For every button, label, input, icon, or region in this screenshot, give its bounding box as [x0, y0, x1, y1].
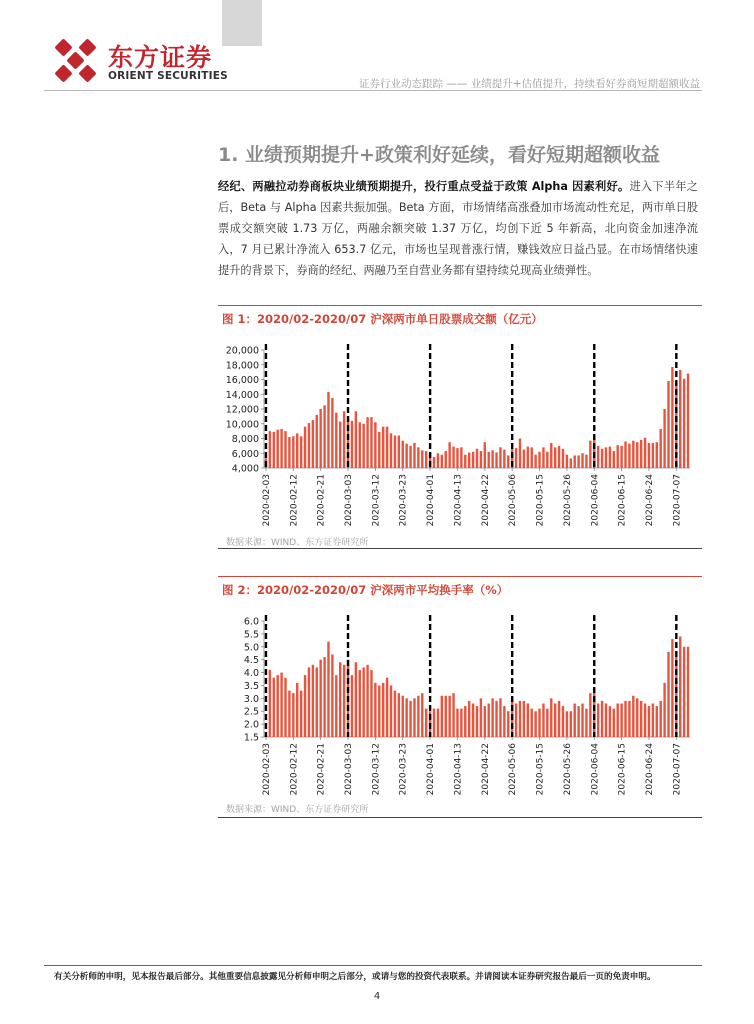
- x-tick-label: 2020-02-12: [289, 743, 300, 796]
- x-tick-label: 2020-05-06: [508, 474, 519, 527]
- bar: [304, 675, 306, 737]
- bar: [573, 703, 575, 737]
- bar: [542, 703, 544, 737]
- bar: [546, 709, 548, 737]
- bar: [519, 701, 521, 737]
- bar: [534, 455, 536, 468]
- bar: [476, 706, 478, 737]
- bar: [558, 701, 560, 737]
- bar: [413, 443, 415, 468]
- x-tick-label: 2020-03-23: [398, 743, 409, 796]
- bar: [491, 450, 493, 468]
- footer-divider: [44, 965, 702, 966]
- bar: [597, 703, 599, 737]
- bar: [433, 457, 435, 468]
- bar: [343, 665, 345, 737]
- bar: [527, 703, 529, 737]
- bar: [663, 409, 665, 468]
- bar: [488, 452, 490, 468]
- bar: [276, 675, 278, 737]
- bar: [628, 701, 630, 737]
- y-tick-label: 12,000: [225, 404, 259, 416]
- y-tick-label: 3.0: [243, 693, 259, 705]
- figure-2-title: 图 2：2020/02-2020/07 沪深两市平均换手率（%）: [222, 583, 509, 597]
- bar: [421, 450, 423, 468]
- bar: [276, 430, 278, 468]
- bar: [382, 427, 384, 468]
- y-tick-label: 5.0: [243, 642, 259, 654]
- bar: [507, 711, 509, 737]
- x-tick-label: 2020-06-04: [590, 474, 601, 527]
- bar: [323, 657, 325, 737]
- bar: [378, 685, 380, 737]
- x-tick-label: 2020-02-03: [261, 743, 272, 796]
- bar: [632, 696, 634, 737]
- bar: [390, 433, 392, 468]
- bar: [679, 636, 681, 737]
- bar: [636, 698, 638, 737]
- bar: [495, 453, 497, 468]
- bar: [554, 447, 556, 468]
- bar: [441, 696, 443, 737]
- bar: [417, 447, 419, 468]
- bar: [409, 446, 411, 468]
- bar: [550, 698, 552, 737]
- bar: [331, 398, 333, 468]
- page-number: 4: [373, 991, 381, 1002]
- bar: [554, 703, 556, 737]
- bar: [577, 455, 579, 468]
- bar: [269, 431, 271, 468]
- bar: [292, 436, 294, 468]
- bar: [652, 443, 654, 468]
- bar: [327, 642, 329, 737]
- bar: [339, 422, 341, 468]
- x-tick-label: 2020-02-03: [261, 474, 272, 527]
- bar: [503, 706, 505, 737]
- bar: [452, 447, 454, 468]
- y-tick-label: 1.5: [243, 732, 259, 744]
- bar: [288, 437, 290, 468]
- bar: [542, 447, 544, 468]
- bar: [538, 709, 540, 737]
- bar: [515, 448, 517, 468]
- bar: [570, 711, 572, 737]
- bar: [370, 670, 372, 737]
- bar: [656, 706, 658, 737]
- figure-2-source: 数据来源：WIND、东方证券研究所: [226, 805, 369, 815]
- bar: [480, 451, 482, 468]
- x-tick-label: 2020-03-12: [371, 474, 382, 527]
- bar: [331, 655, 333, 737]
- bar: [616, 703, 618, 737]
- bar: [671, 367, 673, 468]
- figure-2-top-rule: [218, 576, 702, 577]
- x-tick-label: 2020-04-01: [426, 743, 437, 796]
- bar: [335, 413, 337, 468]
- bar: [288, 691, 290, 737]
- bar: [616, 445, 618, 468]
- bar: [319, 660, 321, 737]
- x-tick-label: 2020-04-22: [480, 474, 491, 527]
- bar: [292, 693, 294, 737]
- bar: [566, 455, 568, 468]
- x-tick-label: 2020-05-15: [535, 743, 546, 796]
- bar: [601, 449, 603, 468]
- bar: [605, 703, 607, 737]
- bar: [316, 667, 318, 737]
- x-tick-label: 2020-02-12: [289, 474, 300, 527]
- paragraph-body: 进入下半年之后，Beta 与 Alpha 因素共振加强。Beta 方面，市场情绪高涨叠加市场流动性充足，两市单日股票成交额突破 1.73 万亿，两融余额突破 1.37 万亿，均创下近 5 年新高，北向资金加速净流入，7 月已累计净流入 653.7 亿元，市场也呈现普涨行情，赚钱效应日益凸显。在市场情绪快速提升的背景下，券商的经纪、两融乃至自营业务都有望持续兑现高业绩弹性。: [218, 180, 698, 277]
- bar: [468, 701, 470, 737]
- bar: [484, 706, 486, 737]
- bar: [460, 447, 462, 468]
- bar: [284, 678, 286, 737]
- bar: [362, 424, 364, 468]
- orient-securities-logo-icon: [52, 38, 100, 84]
- bar: [390, 685, 392, 737]
- bar: [382, 683, 384, 737]
- bar: [308, 423, 310, 468]
- bar: [613, 709, 615, 737]
- bar: [316, 415, 318, 468]
- bar: [402, 696, 404, 737]
- bar: [577, 706, 579, 737]
- bar: [573, 455, 575, 468]
- bar: [456, 448, 458, 468]
- bar: [620, 446, 622, 468]
- bar: [269, 670, 271, 737]
- bar: [644, 703, 646, 737]
- bar: [335, 675, 337, 737]
- bar: [374, 422, 376, 468]
- bar: [273, 678, 275, 737]
- bar: [437, 453, 439, 468]
- header-decor-bar: [222, 0, 262, 46]
- bar: [300, 436, 302, 468]
- bar: [609, 447, 611, 468]
- bar: [683, 647, 685, 737]
- bar: [531, 709, 533, 737]
- paragraph-lead: 经纪、两融拉动券商板块业绩预期提升，投行重点受益于政策 Alpha 因素利好。: [218, 180, 630, 193]
- y-tick-label: 2.0: [243, 719, 259, 731]
- bar: [405, 444, 407, 468]
- bar: [632, 441, 634, 468]
- x-tick-label: 2020-04-22: [480, 743, 491, 796]
- y-tick-label: 6,000: [231, 448, 259, 460]
- bar: [355, 662, 357, 737]
- bar: [648, 706, 650, 737]
- figure-1-top-rule: [218, 305, 702, 306]
- bar: [472, 703, 474, 737]
- bar: [386, 678, 388, 737]
- figure-2-chart: [218, 606, 702, 796]
- bar: [398, 436, 400, 468]
- bar: [652, 703, 654, 737]
- bar: [468, 453, 470, 468]
- bar: [441, 455, 443, 468]
- y-tick-label: 8,000: [231, 434, 259, 445]
- bar: [687, 647, 689, 737]
- x-tick-label: 2020-06-04: [590, 743, 601, 796]
- y-tick-label: 2.5: [243, 706, 259, 718]
- bar: [464, 706, 466, 737]
- bar: [308, 667, 310, 737]
- bar: [304, 427, 306, 468]
- bar: [667, 381, 669, 468]
- bar: [644, 438, 646, 468]
- section-title: 1. 业绩预期提升+政策利好延续，看好短期超额收益: [218, 144, 660, 166]
- bar: [495, 701, 497, 737]
- bar: [531, 447, 533, 468]
- x-tick-label: 2020-04-13: [453, 474, 464, 527]
- bar: [499, 447, 501, 468]
- header-divider: [44, 90, 702, 91]
- bar: [405, 698, 407, 737]
- bar: [581, 703, 583, 737]
- bar: [620, 703, 622, 737]
- bar: [656, 442, 658, 468]
- bar: [339, 662, 341, 737]
- y-tick-label: 20,000: [225, 345, 259, 357]
- bar: [359, 670, 361, 737]
- x-tick-label: 2020-05-26: [562, 743, 573, 796]
- figure-2-bottom-rule: [218, 817, 702, 818]
- bar: [370, 417, 372, 468]
- bar: [296, 433, 298, 468]
- bar: [366, 665, 368, 737]
- y-tick-label: 4,000: [231, 463, 259, 475]
- bar: [413, 698, 415, 737]
- y-tick-label: 10,000: [225, 419, 259, 431]
- bar: [534, 711, 536, 737]
- figure-1-source: 数据来源：WIND、东方证券研究所: [226, 538, 369, 548]
- y-tick-label: 14,000: [225, 389, 259, 401]
- bar: [609, 706, 611, 737]
- section-paragraph: [218, 176, 698, 281]
- bar: [273, 432, 275, 468]
- bar: [448, 442, 450, 468]
- x-tick-label: 2020-06-24: [644, 474, 655, 527]
- x-tick-label: 2020-03-03: [344, 474, 355, 527]
- bar: [476, 449, 478, 468]
- bar: [484, 442, 486, 468]
- bar: [312, 420, 314, 468]
- bar: [300, 691, 302, 737]
- x-tick-label: 2020-02-21: [316, 474, 327, 527]
- bar: [402, 441, 404, 468]
- bar: [488, 703, 490, 737]
- x-tick-label: 2020-03-23: [398, 474, 409, 527]
- bar: [460, 709, 462, 737]
- bar: [589, 693, 591, 737]
- y-tick-label: 4.5: [243, 655, 259, 667]
- bar: [585, 709, 587, 737]
- bar: [394, 436, 396, 468]
- bar: [503, 450, 505, 468]
- bar: [425, 709, 427, 737]
- brand-name-cn: 东方证券: [108, 43, 213, 72]
- bar: [343, 411, 345, 468]
- bar: [527, 447, 529, 468]
- x-tick-label: 2020-04-13: [453, 743, 464, 796]
- x-tick-label: 2020-05-26: [562, 474, 573, 527]
- bar: [566, 711, 568, 737]
- x-tick-label: 2020-07-07: [672, 474, 683, 527]
- bar: [355, 411, 357, 468]
- bar: [585, 455, 587, 468]
- bar: [437, 709, 439, 737]
- bar: [636, 442, 638, 468]
- bar: [589, 441, 591, 468]
- x-tick-label: 2020-04-01: [426, 474, 437, 527]
- bar: [448, 696, 450, 737]
- bar: [409, 701, 411, 737]
- bar: [613, 451, 615, 468]
- bar: [327, 392, 329, 468]
- bar: [296, 683, 298, 737]
- bar: [683, 379, 685, 468]
- bar: [433, 709, 435, 737]
- bar: [519, 439, 521, 469]
- bar: [280, 429, 282, 468]
- figure-1-chart: [218, 334, 702, 530]
- x-tick-label: 2020-07-07: [672, 743, 683, 796]
- bar: [374, 683, 376, 737]
- bar: [687, 374, 689, 468]
- bar: [659, 429, 661, 468]
- y-tick-label: 18,000: [225, 360, 259, 372]
- bar: [464, 455, 466, 468]
- bar: [362, 667, 364, 737]
- bar: [679, 370, 681, 468]
- bar: [425, 451, 427, 468]
- bar: [394, 691, 396, 737]
- bar: [671, 639, 673, 737]
- bar: [628, 444, 630, 468]
- bar: [581, 453, 583, 468]
- x-tick-label: 2020-06-15: [617, 474, 628, 527]
- bar: [421, 693, 423, 737]
- bar: [351, 421, 353, 468]
- x-tick-label: 2020-05-15: [535, 474, 546, 527]
- bar: [601, 701, 603, 737]
- x-tick-label: 2020-06-24: [644, 743, 655, 796]
- y-tick-label: 4.0: [243, 668, 259, 680]
- x-tick-label: 2020-05-06: [508, 743, 519, 796]
- bar: [312, 665, 314, 737]
- y-tick-label: 6.0: [243, 616, 259, 628]
- bar: [562, 706, 564, 737]
- bar: [398, 693, 400, 737]
- y-tick-label: 3.5: [243, 680, 259, 692]
- bar: [319, 409, 321, 468]
- y-tick-label: 16,000: [225, 375, 259, 386]
- bar: [417, 696, 419, 737]
- bar: [359, 422, 361, 468]
- brand-name-en: ORIENT SECURITIES: [108, 70, 228, 82]
- bar: [624, 441, 626, 468]
- bar: [378, 432, 380, 468]
- footer-disclaimer: 有关分析师的申明，见本报告最后部分。其他重要信息披露见分析师申明之后部分，或请与您的投资代表联系。并请阅读本证券研究报告最后一页的免责申明。: [54, 972, 656, 982]
- figure-1-bottom-rule: [218, 548, 702, 549]
- bar: [640, 440, 642, 468]
- bar: [284, 431, 286, 468]
- x-tick-label: 2020-02-21: [316, 743, 327, 796]
- bar: [562, 449, 564, 468]
- bar: [515, 703, 517, 737]
- bar: [472, 452, 474, 468]
- bar: [445, 451, 447, 468]
- bar: [323, 405, 325, 468]
- bar: [456, 709, 458, 737]
- bar: [366, 417, 368, 468]
- x-tick-label: 2020-03-03: [344, 743, 355, 796]
- bar: [605, 447, 607, 468]
- bar: [491, 698, 493, 737]
- bar: [445, 696, 447, 737]
- bar: [452, 693, 454, 737]
- bar: [570, 458, 572, 468]
- bar: [523, 701, 525, 737]
- bar: [280, 673, 282, 737]
- bar: [648, 443, 650, 468]
- bar: [538, 452, 540, 468]
- bar: [351, 675, 353, 737]
- bar: [386, 427, 388, 468]
- bar: [558, 446, 560, 468]
- bar: [507, 455, 509, 468]
- bar: [624, 701, 626, 737]
- bar: [659, 701, 661, 737]
- bar: [667, 652, 669, 737]
- running-head: 证券行业动态跟踪 —— 业绩提升+估值提升，持续看好券商短期超额收益: [359, 78, 700, 90]
- x-tick-label: 2020-03-12: [371, 743, 382, 796]
- y-tick-label: 5.5: [243, 629, 259, 641]
- bar: [546, 452, 548, 468]
- bar: [523, 450, 525, 468]
- bar: [480, 698, 482, 737]
- x-tick-label: 2020-06-15: [617, 743, 628, 796]
- bar: [499, 698, 501, 737]
- bar: [663, 683, 665, 737]
- bar: [550, 443, 552, 468]
- bar: [640, 701, 642, 737]
- figure-1-title: 图 1：2020/02-2020/07 沪深两市单日股票成交额（亿元）: [222, 312, 543, 326]
- bar: [597, 446, 599, 468]
